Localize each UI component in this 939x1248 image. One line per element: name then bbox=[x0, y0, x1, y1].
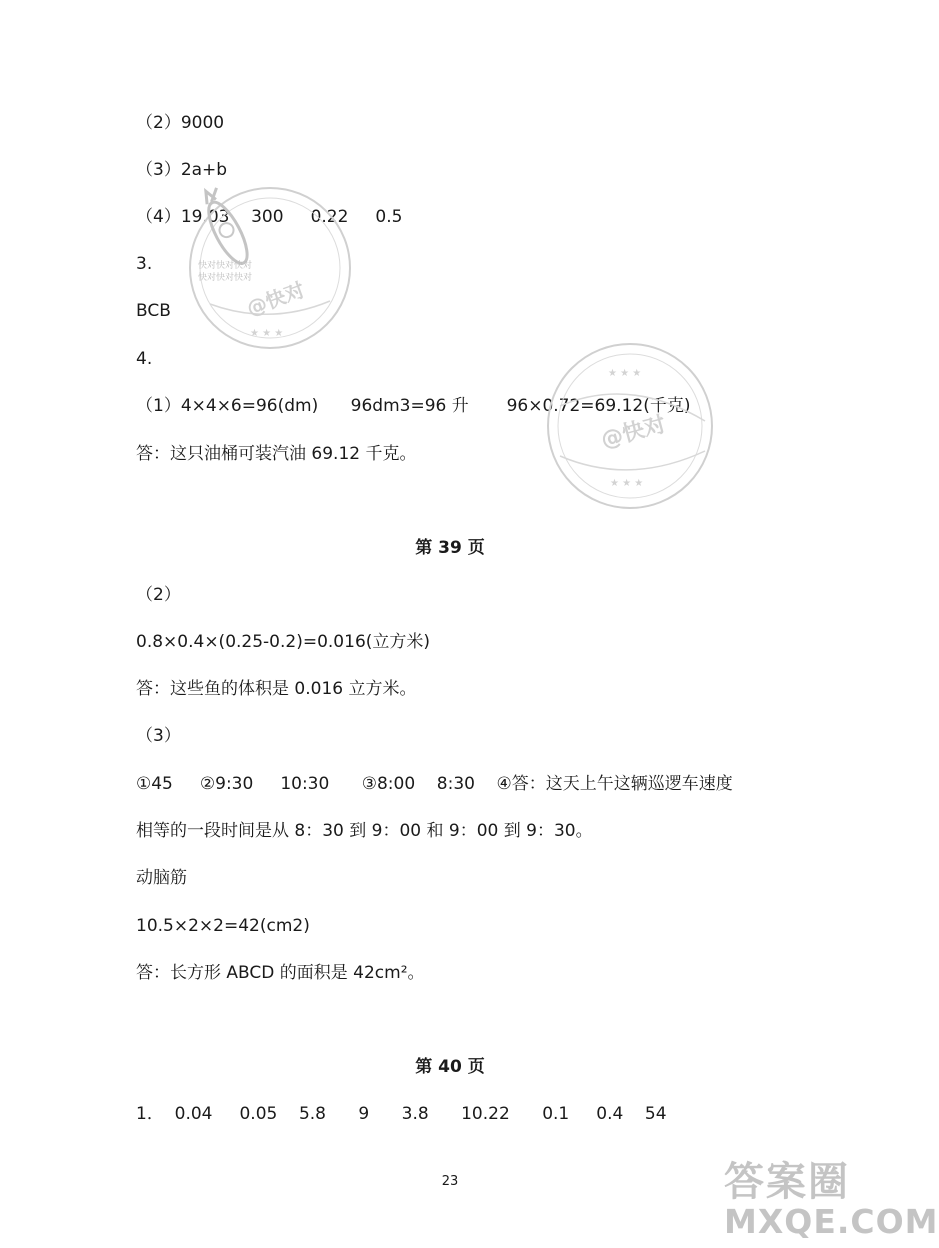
svg-text:★ ★ ★: ★ ★ ★ bbox=[610, 478, 644, 489]
answer-line: 1． 0.04 0.05 5.8 9 3.8 10.22 0.1 0.4 54 bbox=[136, 1104, 667, 1124]
answer-line: 答：这些鱼的体积是 0.016 立方米。 bbox=[136, 679, 417, 699]
question-number: 4. bbox=[136, 349, 153, 369]
stamp-small-text: 快对快对快对 bbox=[198, 261, 253, 271]
answer-line: （3）2a+b bbox=[136, 160, 228, 180]
stamp-brand-text: @快对 bbox=[243, 277, 308, 321]
corner-brand-top: 答案圈 bbox=[724, 1159, 850, 1205]
answer-line: BCB bbox=[136, 301, 171, 321]
stamp-brand-text: @快对 bbox=[598, 412, 669, 454]
section-label: 动脑筋 bbox=[136, 868, 187, 888]
kuaidui-stamp-icon bbox=[540, 336, 720, 516]
svg-text:★ ★ ★: ★ ★ ★ bbox=[608, 368, 642, 379]
question-number: （3） bbox=[136, 726, 181, 746]
section-heading: 第 39 页 bbox=[415, 538, 485, 558]
section-heading: 第 40 页 bbox=[415, 1057, 485, 1077]
question-number: 3. bbox=[136, 254, 153, 274]
answer-line: 答：这只油桶可装汽油 69.12 千克。 bbox=[136, 444, 417, 464]
answer-line: ①45 ②9:30 10:30 ③8:00 8:30 ④答：这天上午这辆巡逻车速度 bbox=[136, 774, 733, 794]
answer-line: 答：长方形 ABCD 的面积是 42cm²。 bbox=[136, 963, 425, 983]
answer-line: 0.8×0.4×(0.25-0.2)=0.016(立方米) bbox=[136, 632, 431, 652]
svg-text:★ ★ ★: ★ ★ ★ bbox=[250, 328, 284, 339]
answer-line: （4）19.03 300 0.22 0.5 bbox=[136, 207, 403, 227]
corner-brand-bottom: MXQE.COM bbox=[724, 1202, 939, 1241]
answer-line: （2）9000 bbox=[136, 113, 225, 133]
corner-brand-watermark bbox=[724, 1150, 939, 1245]
kuaidui-stamp-icon bbox=[180, 176, 360, 356]
answer-line: （1）4×4×6=96(dm) 96dm3=96 升 96×0.72=69.12(千克) bbox=[136, 396, 691, 416]
stamp-small-text: 快对快对快对 bbox=[198, 273, 253, 283]
page-number: 23 bbox=[441, 1174, 459, 1189]
answer-line: 相等的一段时间是从 8：30 到 9：00 和 9：00 到 9：30。 bbox=[136, 821, 593, 841]
question-number: （2） bbox=[136, 585, 181, 605]
answer-line: 10.5×2×2=42(cm2) bbox=[136, 916, 310, 936]
